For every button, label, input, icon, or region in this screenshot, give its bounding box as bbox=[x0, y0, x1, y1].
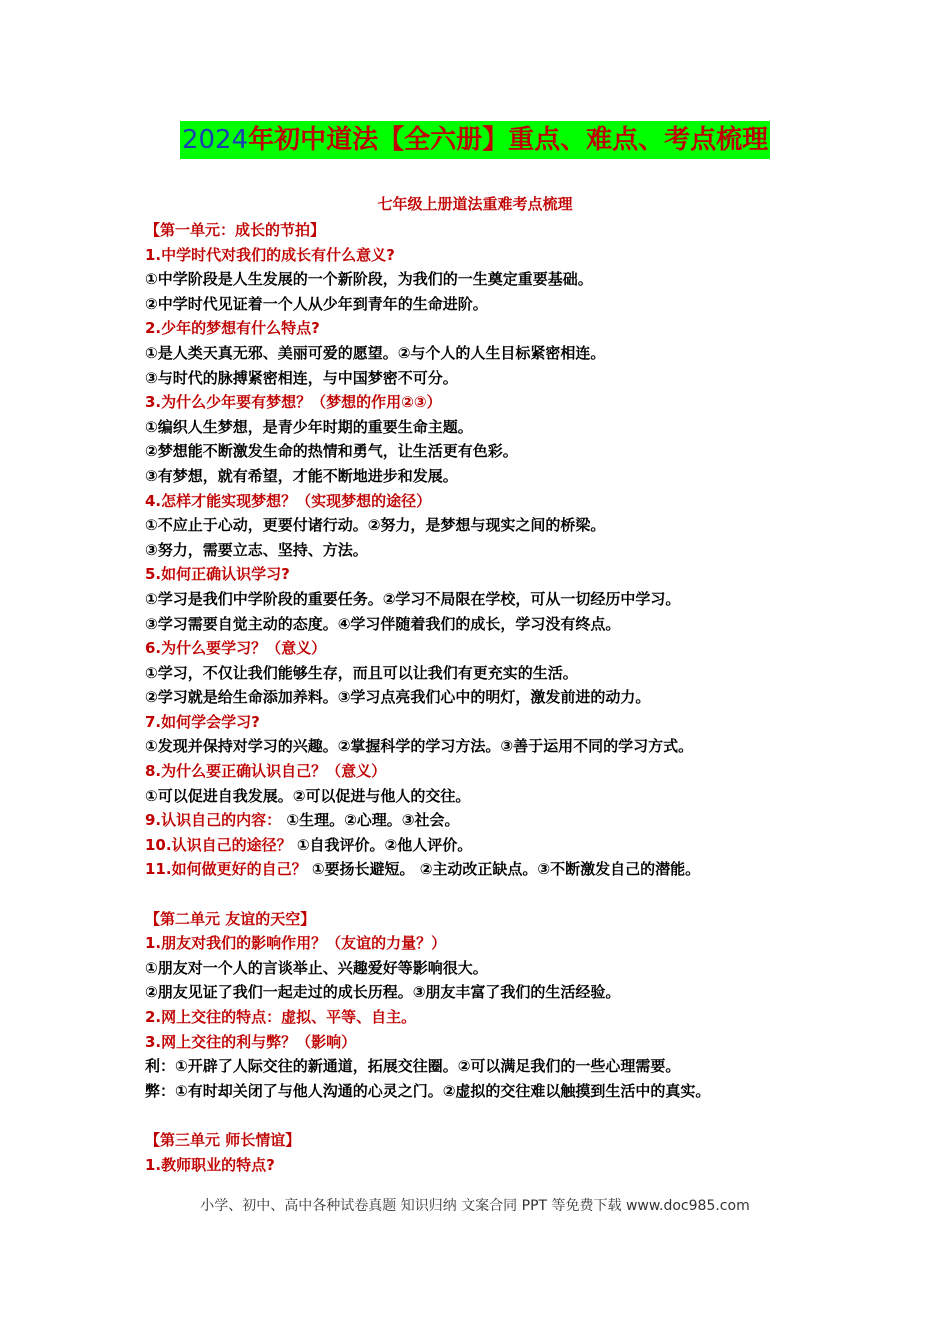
answer: ③努力，需要立志、坚持、方法。 bbox=[145, 540, 368, 559]
question: 1.教师职业的特点? bbox=[145, 1155, 275, 1174]
question-inline bbox=[145, 857, 825, 882]
spacer bbox=[145, 1103, 825, 1128]
section-subtitle: 七年级上册道法重难考点梳理 bbox=[377, 195, 573, 213]
question-inline bbox=[145, 808, 825, 833]
question: 10.认识自己的途径？ bbox=[145, 835, 292, 854]
question: 5.如何正确认识学习? bbox=[145, 565, 290, 584]
question: 6.为什么要学习？（意义） bbox=[145, 639, 327, 658]
answer: ①编织人生梦想，是青少年时期的重要生命主题。 bbox=[145, 417, 473, 436]
question: 2.网上交往的特点：虚拟、平等、自主。 bbox=[145, 1008, 417, 1026]
question: 3.网上交往的利与弊？（影响） bbox=[145, 1032, 357, 1051]
answer: ③有梦想，就有希望，才能不断地进步和发展。 bbox=[145, 466, 458, 485]
answer: ①朋友对一个人的言谈举止、兴趣爱好等影响很大。 bbox=[145, 958, 488, 977]
unit-heading: 【第一单元：成长的节拍】 bbox=[145, 221, 326, 239]
answer: ①学习是我们中学阶段的重要任务。②学习不局限在学校，可从一切经历中学习。 bbox=[145, 589, 681, 608]
answer: ①要扬长避短。 ②主动改正缺点。③不断激发自己的潜能。 bbox=[311, 860, 701, 879]
answer: ②梦想能不断激发生命的热情和勇气，让生活更有色彩。 bbox=[145, 442, 518, 461]
question: 1.朋友对我们的影响作用？（友谊的力量？） bbox=[145, 934, 447, 953]
document-body bbox=[145, 218, 825, 1177]
answer: ①中学阶段是人生发展的一个新阶段，为我们的一生奠定重要基础。 bbox=[145, 270, 593, 289]
unit-heading: 【第三单元 师长情谊】 bbox=[145, 1130, 301, 1149]
answer: ②学习就是给生命添加养料。③学习点亮我们心中的明灯，激发前进的动力。 bbox=[145, 688, 651, 707]
title-text: 年初中道法【全六册】重点、难点、考点梳理 bbox=[248, 125, 769, 155]
answer: ①不应止于心动，更要付诸行动。②努力，是梦想与现实之间的桥梁。 bbox=[145, 516, 606, 535]
unit-heading: 【第二单元 友谊的天空】 bbox=[145, 909, 316, 928]
answer: 弊：①有时却关闭了与他人沟通的心灵之门。②虚拟的交往难以触摸到生活中的真实。 bbox=[145, 1081, 711, 1100]
question: 3.为什么少年要有梦想？（梦想的作用②③） bbox=[145, 393, 442, 412]
answer: ②朋友见证了我们一起走过的成长历程。③朋友丰富了我们的生活经验。 bbox=[145, 983, 621, 1002]
answer: ①发现并保持对学习的兴趣。②掌握科学的学习方法。③善于运用不同的学习方式。 bbox=[145, 737, 694, 756]
document-title bbox=[180, 121, 770, 159]
question: 8.为什么要正确认识自己？（意义） bbox=[145, 762, 387, 781]
question: 4.怎样才能实现梦想？（实现梦想的途径） bbox=[145, 491, 432, 510]
answer: ①生理。②心理。③社会。 bbox=[286, 811, 460, 830]
answer: ①学习，不仅让我们能够生存，而且可以让我们有更充实的生活。 bbox=[145, 663, 578, 682]
page-footer: 小学、初中、高中各种试卷真题 知识归纳 文案合同 PPT 等免费下载 www.doc985.com bbox=[200, 1198, 750, 1214]
title-year: 2024 bbox=[181, 125, 249, 155]
answer: ①自我评价。②他人评价。 bbox=[296, 835, 473, 854]
question-inline bbox=[145, 833, 825, 858]
question: 2.少年的梦想有什么特点? bbox=[145, 319, 320, 338]
question: 7.如何学会学习? bbox=[145, 712, 260, 731]
answer: ③学习需要自觉主动的态度。④学习伴随着我们的成长，学习没有终点。 bbox=[145, 614, 621, 633]
question: 1.中学时代对我们的成长有什么意义? bbox=[145, 245, 395, 264]
answer: 利：①开辟了人际交往的新通道，拓展交往圈。②可以满足我们的一些心理需要。 bbox=[145, 1057, 681, 1076]
answer: ②中学时代见证着一个人从少年到青年的生命进阶。 bbox=[145, 294, 488, 313]
question: 9.认识自己的内容： bbox=[145, 811, 282, 830]
answer: ①可以促进自我发展。②可以促进与他人的交往。 bbox=[145, 786, 471, 805]
spacer bbox=[145, 882, 825, 907]
question: 11.如何做更好的自己？ bbox=[145, 860, 307, 879]
answer: ③与时代的脉搏紧密相连，与中国梦密不可分。 bbox=[145, 368, 458, 387]
title-container bbox=[0, 121, 950, 159]
answer: ①是人类天真无邪、美丽可爱的愿望。②与个人的人生目标紧密相连。 bbox=[145, 343, 606, 362]
